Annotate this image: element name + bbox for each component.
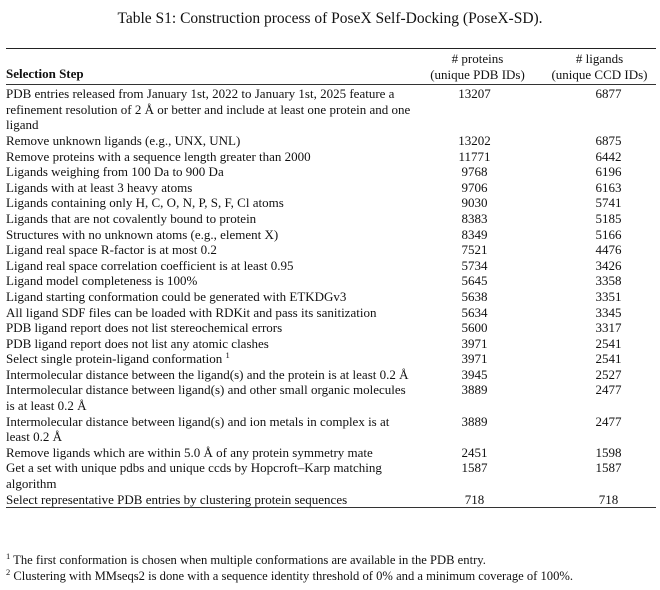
step-text: Ligand model completeness is 100%: [6, 273, 198, 289]
cell-ligands: 3351: [595, 288, 622, 304]
selection-table: [6, 48, 656, 508]
table-row: [6, 195, 656, 211]
footnote-text: Clustering with MMseqs2 is done with a sequence identity threshold of 0% and a minimum coverage of 100%.: [13, 569, 574, 583]
cell-proteins: 13207: [458, 86, 491, 102]
cell-selection-step: [6, 242, 412, 258]
cell-ligands: 2477: [595, 382, 622, 398]
bottom-rule: [6, 507, 656, 508]
cell-proteins: 3971: [461, 335, 488, 351]
footnote-1: [6, 552, 656, 568]
cell-ligands: 718: [598, 491, 619, 507]
cell-ligands: 6875: [595, 132, 622, 148]
cell-ligands: 2541: [595, 335, 622, 351]
step-text: Select single protein-ligand conformation: [6, 351, 223, 367]
table-row: [6, 305, 656, 321]
step-text: Get a set with unique pdbs and unique ccds by Hopcroft–Karp matching algorithm: [6, 460, 382, 492]
cell-selection-step: [6, 289, 412, 305]
cell-selection-step: [6, 211, 412, 227]
cell-ligands: 3358: [595, 273, 622, 289]
step-text: Remove ligands which are within 5.0 Å of any protein symmetry mate: [6, 444, 373, 460]
cell-proteins: 3889: [461, 382, 488, 398]
cell-ligands: 1587: [595, 460, 622, 476]
table-row: [6, 227, 656, 243]
cell-proteins: 5638: [461, 288, 488, 304]
step-text: PDB ligand report does not list stereochemical errors: [6, 320, 283, 336]
table-row: [6, 133, 656, 149]
cell-selection-step: [6, 273, 412, 289]
cell-proteins: 5645: [461, 273, 488, 289]
table-row: [6, 180, 656, 196]
step-text: Remove unknown ligands (e.g., UNX, UNL): [6, 132, 241, 148]
step-text: Intermolecular distance between the ligand(s) and the protein is at least 0.2 Å: [6, 366, 409, 382]
step-text: Ligands weighing from 100 Da to 900 Da: [6, 164, 224, 180]
cell-proteins: 5734: [461, 257, 488, 273]
table-caption: Table S1: Construction process of PoseX Self-Docking (PoseX-SD).: [117, 10, 543, 27]
table-row: [6, 289, 656, 305]
cell-selection-step: [6, 492, 412, 508]
table-body-grid: [6, 85, 656, 507]
step-text: Intermolecular distance between ligand(s) and other small organic molecules is at least 0.2 Å: [6, 382, 406, 414]
step-text: Ligands containing only H, C, O, N, P, S, F, Cl atoms: [6, 195, 284, 211]
cell-proteins: 8383: [461, 210, 488, 226]
step-text: Intermolecular distance between ligand(s) and ion metals in complex is at least 0.2 Å: [6, 413, 390, 445]
cell-ligands: 1598: [595, 444, 622, 460]
header-proteins-line1: # proteins: [451, 51, 504, 66]
step-text: Ligand starting conformation could be generated with ETKDGv3: [6, 288, 347, 304]
cell-proteins: 3945: [461, 366, 488, 382]
cell-ligands: 6442: [595, 148, 622, 164]
cell-selection-step: [6, 149, 412, 165]
cell-proteins: 9030: [461, 195, 488, 211]
table-row: [6, 414, 656, 445]
cell-proteins: 8349: [461, 226, 488, 242]
table-body: [6, 85, 656, 507]
cell-selection-step: [6, 195, 412, 211]
step-text: Structures with no unknown atoms (e.g., element X): [6, 226, 279, 242]
cell-proteins: 11771: [458, 148, 491, 164]
table-row: [6, 336, 656, 352]
cell-ligands: 2527: [595, 366, 622, 382]
header-ligands-line2: (unique CCD IDs): [551, 66, 648, 82]
cell-selection-step: [6, 180, 412, 196]
table-header: [6, 49, 656, 84]
cell-ligands: 3345: [595, 304, 622, 320]
cell-selection-step: [6, 414, 412, 445]
cell-selection-step: [6, 227, 412, 243]
step-text: Ligand real space R-factor is at most 0.2: [6, 242, 217, 258]
cell-ligands: 6877: [595, 86, 622, 102]
table-row: [6, 367, 656, 383]
cell-ligands: 4476: [595, 242, 622, 258]
cell-ligands: 5166: [595, 226, 622, 242]
cell-proteins: 2451: [461, 444, 488, 460]
footnote-2: [6, 568, 656, 584]
cell-proteins: 9768: [461, 164, 488, 180]
step-text: All ligand SDF files can be loaded with RDKit and pass its sanitization: [6, 304, 377, 320]
cell-proteins: 7521: [461, 242, 488, 258]
table-row: [6, 382, 656, 413]
table-row: [6, 164, 656, 180]
header-ligands-line1: # ligands: [575, 51, 624, 66]
step-text: Ligands that are not covalently bound to protein: [6, 210, 257, 226]
cell-ligands: 3317: [595, 320, 622, 336]
cell-ligands: 5741: [595, 195, 622, 211]
step-text: Ligand real space correlation coefficient is at least 0.95: [6, 257, 294, 273]
cell-selection-step: [6, 351, 412, 367]
footnote-text: The first conformation is chosen when multiple conformations are available in the PDB entry.: [13, 553, 486, 567]
cell-proteins: 3889: [461, 413, 488, 429]
step-text: PDB entries released from January 1st, 2022 to January 1st, 2025 feature a refinement resolution of 2 Å or better and include at least one protein and one ligand: [6, 86, 411, 133]
step-text: Select representative PDB entries by clustering protein sequences: [6, 491, 348, 507]
cell-ligands: 6163: [595, 179, 622, 195]
table-row: [6, 445, 656, 461]
footnote-mark: 1: [6, 551, 11, 561]
table-row: [6, 320, 656, 336]
table-grid: [6, 49, 656, 84]
header-selection-step: Selection Step: [6, 65, 84, 81]
cell-proteins: 5634: [461, 304, 488, 320]
footnote-ref: 1: [225, 350, 230, 361]
cell-ligands: 3426: [595, 257, 622, 273]
table-row: [6, 85, 656, 133]
cell-proteins: 718: [464, 491, 485, 507]
table-row: [6, 351, 656, 367]
cell-selection-step: [6, 382, 412, 413]
cell-selection-step: [6, 258, 412, 274]
table-row: [6, 242, 656, 258]
header-ligands: [543, 49, 656, 84]
cell-ligands: 2477: [595, 413, 622, 429]
table-row: [6, 273, 656, 289]
header-proteins-line2: (unique PDB IDs): [430, 66, 525, 82]
cell-selection-step: [6, 164, 412, 180]
cell-proteins: 5600: [461, 320, 488, 336]
cell-selection-step: [6, 133, 412, 149]
cell-ligands: 5185: [595, 210, 622, 226]
cell-proteins: 13202: [458, 132, 491, 148]
cell-selection-step: [6, 445, 412, 461]
cell-ligands: 2541: [595, 351, 622, 367]
table-row: [6, 460, 656, 491]
cell-ligands: 6196: [595, 164, 622, 180]
cell-proteins: 3971: [461, 351, 488, 367]
cell-selection-step: [6, 367, 412, 383]
table-row: [6, 211, 656, 227]
cell-selection-step: [6, 305, 412, 321]
cell-selection-step: [6, 320, 412, 336]
step-text: Ligands with at least 3 heavy atoms: [6, 179, 193, 195]
cell-proteins: 1587: [461, 460, 488, 476]
table-row: [6, 149, 656, 165]
step-text: PDB ligand report does not list any atomic clashes: [6, 335, 269, 351]
footnote-mark: 2: [6, 567, 11, 577]
table-row: [6, 492, 656, 508]
cell-proteins: 9706: [461, 179, 488, 195]
header-proteins: [412, 49, 543, 84]
footnotes: [6, 552, 656, 584]
cell-selection-step: [6, 460, 412, 491]
step-text: Remove proteins with a sequence length greater than 2000: [6, 148, 311, 164]
cell-selection-step: [6, 336, 412, 352]
table-row: [6, 258, 656, 274]
cell-selection-step: [6, 85, 412, 133]
